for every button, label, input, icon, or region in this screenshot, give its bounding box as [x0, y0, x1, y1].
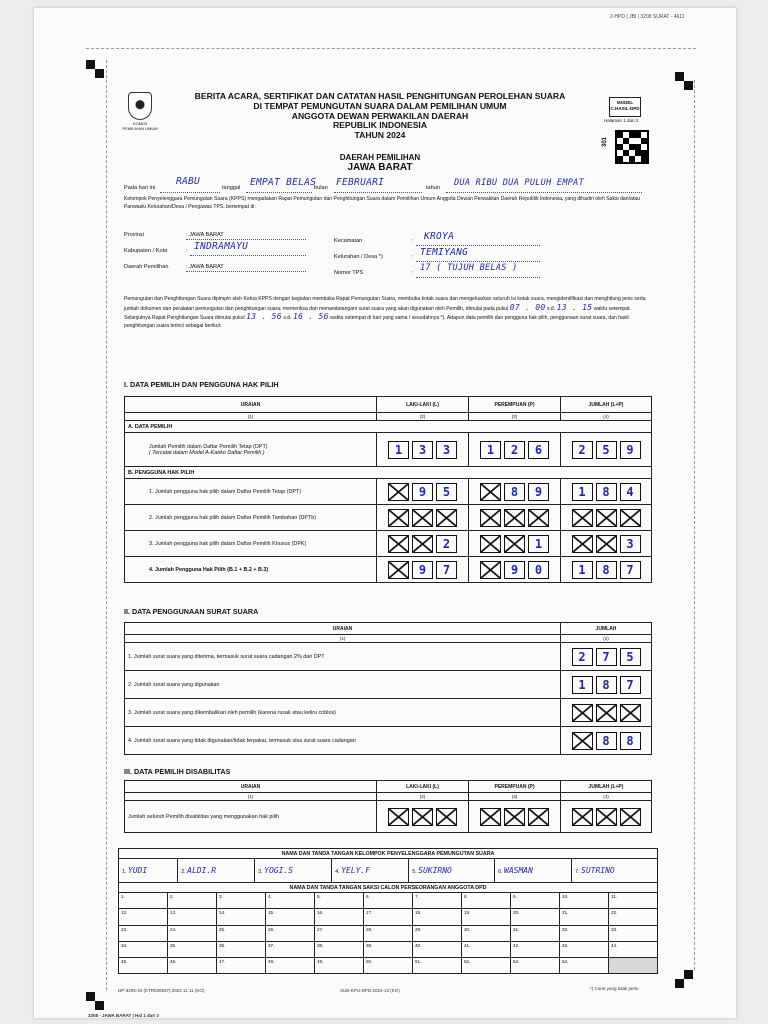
digit-boxes	[472, 808, 557, 826]
digit-box: 2	[572, 441, 593, 459]
corner-marker	[675, 979, 684, 988]
daerah-pemilihan: DAERAH PEMILIHAN JAWA BARAT	[339, 153, 421, 173]
saksi-cell: 44.	[609, 941, 658, 957]
saksi-cell: 54.	[560, 958, 609, 974]
saksi-cell: 2.	[168, 893, 217, 909]
digit-boxes	[380, 561, 465, 579]
digit-box: 2	[504, 441, 525, 459]
saksi-cell: 3.	[217, 893, 266, 909]
label-kecamatan: Kecamatan	[334, 238, 363, 244]
digit-boxes	[472, 483, 557, 501]
saksi-cell: 29.	[413, 925, 462, 941]
saksi-cell: 38.	[315, 941, 364, 957]
crossed-box	[480, 535, 501, 553]
halaman: Halaman 1 dari 2	[604, 118, 639, 123]
document-title: BERITA ACARA, SERTIFIKAT DAN CATATAN HASIL PENGHITUNGAN PEROLEHAN SUARA DI TEMPAT PEMUNGUTAN SUARA DALAM PEMILIHAN UMUM ANGGOTA DEWAN PERWAKILAN DAERAH REPUBLIK INDONESIA TAHUN 2024	[194, 91, 566, 141]
crossed-box	[572, 704, 593, 722]
label-tps: Nomor TPS	[334, 270, 364, 276]
digit-box: 8	[620, 732, 641, 750]
saksi-cell: 14.	[217, 909, 266, 925]
qr-number: 301	[602, 136, 609, 148]
saksi-cell: 31.	[511, 925, 560, 941]
digit-boxes	[472, 509, 557, 527]
digit-box: 1	[572, 483, 593, 501]
digit-box: 8	[596, 732, 617, 750]
digit-box: 1	[388, 441, 409, 459]
digit-box: 6	[528, 441, 549, 459]
digit-box: 8	[504, 483, 525, 501]
table-row: 4. Jumlah Pengguna Hak Pilih (B.1 + B.2 + B.3) 9 7 9 0 1 8 7	[125, 557, 652, 583]
digit-boxes	[472, 535, 557, 553]
digit-box: 5	[596, 441, 617, 459]
digit-boxes	[380, 535, 465, 553]
saksi-cell: 32.	[560, 925, 609, 941]
label-kabupaten: Kabupaten / Kota	[124, 248, 168, 254]
digit-box: 7	[620, 561, 641, 579]
label-tanggal: tanggal	[222, 185, 241, 191]
digit-box: 3	[436, 441, 457, 459]
digit-boxes	[380, 509, 465, 527]
saksi-cell: 23.	[119, 925, 168, 941]
saksi-cell: 25.	[217, 925, 266, 941]
saksi-cell: 20.	[511, 909, 560, 925]
digit-box: 1	[480, 441, 501, 459]
saksi-cell: 27.	[315, 925, 364, 941]
digit-boxes	[564, 704, 648, 722]
corner-marker	[684, 81, 693, 90]
crossed-box	[504, 808, 525, 826]
table-disabilitas: URAIAN LAKI-LAKI (L) PEREMPUAN (P) JUMLAH (L+P) (1) (2) (3) (4) Jumlah seluruh Pemilih disabilitas yang menggunakan hak pilih	[124, 780, 652, 833]
crossed-box	[412, 509, 433, 527]
crossed-box	[504, 535, 525, 553]
table-row: 1. Jumlah pengguna hak pilih dalam Daftar Pemilih Tetap (DPT) 9 5 8 9 1 8 4	[125, 479, 652, 505]
digit-boxes	[380, 808, 465, 826]
saksi-cell: 18.	[413, 909, 462, 925]
kpps-signature: 3. YOGI.S	[255, 859, 332, 883]
crossed-box	[388, 808, 409, 826]
crossed-box	[596, 535, 617, 553]
footer-right: *) Coret yang tidak perlu	[590, 986, 639, 991]
footer-mid: SUB-KPU-DPD-2024-13 (KO)	[340, 988, 400, 993]
digit-box: 1	[528, 535, 549, 553]
saksi-cell: 42.	[511, 941, 560, 957]
saksi-cell: 5.	[315, 893, 364, 909]
crossed-box	[572, 732, 593, 750]
crossed-box	[596, 509, 617, 527]
saksi-cell: 1.	[119, 893, 168, 909]
label-hari: Pada hari ini	[124, 185, 156, 191]
corner-marker	[684, 970, 693, 979]
crossed-box	[412, 535, 433, 553]
crossed-box	[572, 509, 593, 527]
section-2-title: II. DATA PENGGUNAAN SURAT SUARA	[124, 607, 259, 616]
digit-box: 1	[572, 676, 593, 694]
saksi-cell: 22.	[609, 909, 658, 925]
corner-marker	[95, 1001, 104, 1010]
digit-box: 2	[572, 648, 593, 666]
saksi-cell: 53.	[511, 958, 560, 974]
saksi-cell: 46.	[168, 958, 217, 974]
saksi-cell: 52.	[462, 958, 511, 974]
digit-box: 9	[528, 483, 549, 501]
digit-boxes	[564, 561, 648, 579]
crossed-box	[388, 483, 409, 501]
footer-left: DP-3206-34 (KTR030937) 2023 11 11 (KO)	[118, 988, 205, 993]
model-box: MODEL C.HASIL-DPD	[609, 97, 641, 117]
digit-box: 8	[596, 676, 617, 694]
saksi-cell: 49.	[315, 958, 364, 974]
label-daerah: Daerah Pemilihan	[124, 264, 169, 270]
digit-boxes	[564, 808, 648, 826]
saksi-cell: 50.	[364, 958, 413, 974]
crossed-box	[620, 509, 641, 527]
digit-box: 0	[528, 561, 549, 579]
saksi-cell: 35.	[168, 941, 217, 957]
label-provinsi: Provinsi	[124, 232, 144, 238]
saksi-cell: 28.	[364, 925, 413, 941]
saksi-cell: 17.	[364, 909, 413, 925]
digit-box: 7	[436, 561, 457, 579]
saksi-cell: 43.	[560, 941, 609, 957]
table-surat-suara: URAIAN JUMLAH (1) (2) 1. Jumlah surat suara yang diterima, termasuk surat suara cadangan 2% dari DPT 2 7 5 2. Jumlah surat suara yang digunakan 1 8 7 3. Jumlah surat suara yang dikembalikan oleh pemilih (karena rusak atau keliru coblos) 4. Jumlah surat suara yang tidak digunakan/tidak terpakai, termasuk sisa surat suara cadangan 8 8	[124, 622, 652, 755]
saksi-cell: 6.	[364, 893, 413, 909]
field-kabupaten: INDRAMAYU	[194, 241, 249, 252]
digit-box: 9	[412, 561, 433, 579]
digit-boxes	[564, 732, 648, 750]
kpu-logo-icon	[128, 92, 152, 120]
crossed-box	[436, 808, 457, 826]
digit-box: 1	[572, 561, 593, 579]
field-kecamatan: KROYA	[424, 231, 455, 242]
digit-boxes	[380, 483, 465, 501]
saksi-cell: 16.	[315, 909, 364, 925]
kpps-signature: 6. WASMAN	[495, 859, 572, 883]
saksi-cell: 39.	[364, 941, 413, 957]
saksi-cell: 47.	[217, 958, 266, 974]
digit-boxes	[564, 648, 648, 666]
digit-box: 7	[620, 676, 641, 694]
crossed-box	[480, 808, 501, 826]
field-bulan: FEBRUARI	[336, 177, 385, 188]
digit-boxes	[564, 483, 648, 501]
saksi-cell	[609, 958, 658, 974]
field-tanggal: EMPAT BELAS	[250, 177, 317, 188]
kpps-signature: 2. ALDI.R	[178, 859, 255, 883]
digit-box: 9	[620, 441, 641, 459]
digit-box: 5	[436, 483, 457, 501]
qr-code-icon	[615, 130, 649, 164]
corner-marker	[86, 60, 95, 69]
digit-box: 2	[436, 535, 457, 553]
corner-marker	[675, 72, 684, 81]
saksi-cell: 30.	[462, 925, 511, 941]
digit-boxes	[564, 676, 648, 694]
section-3-title: III. DATA PEMILIH DISABILITAS	[124, 767, 231, 776]
saksi-cell: 12.	[119, 909, 168, 925]
field-provinsi: : JAWA BARAT	[186, 232, 224, 238]
paragraph-pemungutan: Pemungutan dan Penghitungan Suara dipimpin oleh Ketua KPPS dengan kegiatan membuka Rapat Pemungutan Suara, membuka kotak suara dan mengeluarkan seluruh isi kotak suara, mengidentifikasi dan menghitung jenis serta jumlah dokumen dan peralatan pemungutan dan penghitungan suara, memeriksa dan menandatangani surat suara yang akan digunakan oleh Pemilih, dimulai pada pukul 07 . 00 s.d. 13 . 15 waktu setempat. Selanjutnya Rapat Penghitungan Suara dimulai pukul 13 . 56 s.d. 16 . 56 waktu setempat di hari yang sama / sesudahnya *). Adapun data pemilih dan pengguna hak pilih, penggunaan surat suara, dan hasil penghitungan suara terinci sebagai berikut:	[124, 296, 646, 329]
table-saksi	[118, 892, 658, 974]
saksi-cell: 7.	[413, 893, 462, 909]
digit-box: 9	[412, 483, 433, 501]
crossed-box	[596, 704, 617, 722]
crossed-box	[620, 704, 641, 722]
saksi-cell: 40.	[413, 941, 462, 957]
corner-marker	[95, 69, 104, 78]
digit-box: 3	[412, 441, 433, 459]
crossed-box	[388, 535, 409, 553]
digit-boxes	[564, 509, 648, 527]
cut-line	[86, 48, 696, 49]
saksi-cell: 37.	[266, 941, 315, 957]
table-row: Jumlah seluruh Pemilih disabilitas yang menggunakan hak pilih	[125, 801, 652, 833]
crossed-box	[412, 808, 433, 826]
crossed-box	[504, 509, 525, 527]
crossed-box	[436, 509, 457, 527]
header-code: 2-HPD | JBI | 3208 SURAT - 4611	[610, 14, 685, 20]
table-data-pemilih: URAIAN LAKI-LAKI (L) PEREMPUAN (P) JUMLAH (L+P) (1) (2) (3) (4) A. DATA PEMILIH Jumlah Pemilih dalam Daftar Pemilih Tetap (DPT) ( Tercatat dalam Model A-Kabko Daftar Pemilih ) 1 3 3 1 2 6 2 5 9 B. PENGGUNA HAK PILIH 1. Jumlah pengguna hak pilih dalam Daftar Pemilih Tetap (DPT) 9 5 8 9 1 8 4 2. Jumlah pengguna hak pilih dalam Daftar Pemilih Tambahan (DPTb) 3. Jumlah pengguna hak pilih dalam Daftar Pemilih Khusus (DPK) 2 1 3 4. Jumlah Pengguna Hak Pilih (B.1 + B.2 + B.3) 9 7 9 0 1 8 7	[124, 396, 652, 583]
saksi-cell: 36.	[217, 941, 266, 957]
crossed-box	[572, 808, 593, 826]
saksi-cell: 45.	[119, 958, 168, 974]
cut-line	[694, 80, 695, 970]
saksi-cell: 21.	[560, 909, 609, 925]
field-daerah: : JAWA BARAT	[186, 264, 224, 270]
table-row: 2. Jumlah surat suara yang digunakan 1 8 7	[125, 671, 652, 699]
field-tps: 17 ( TUJUH BELAS )	[420, 263, 518, 273]
field-hari: RABU	[176, 176, 201, 187]
saksi-cell: 9.	[511, 893, 560, 909]
kpps-signature: 7. SUTRINO	[572, 859, 658, 883]
digit-boxes	[380, 441, 465, 459]
corner-marker	[86, 992, 95, 1001]
saksi-cell: 33.	[609, 925, 658, 941]
kpps-signature: 5. SUKIRNO	[409, 859, 495, 883]
digit-box: 3	[620, 535, 641, 553]
field-tahun: DUA RIBU DUA PULUH EMPAT	[454, 178, 585, 188]
saksi-cell: 24.	[168, 925, 217, 941]
saksi-cell: 10.	[560, 893, 609, 909]
digit-box: 8	[596, 561, 617, 579]
saksi-cell: 48.	[266, 958, 315, 974]
saksi-cell: 4.	[266, 893, 315, 909]
intro-text: Kelompok Penyelenggara Pemungutan Suara (KPPS) mengadakan Rapat Pemungutan dan Penghitungan Suara dalam Pemilihan Umum Anggota Dewan Perwakilan Daerah Republik Indonesia, yang dihadiri oleh Saksi dan/atau Panwaslu Kelurahan/Desa / Pengawas TPS, bertempat di:	[124, 196, 640, 210]
table-row: 1. Jumlah surat suara yang diterima, termasuk surat suara cadangan 2% dari DPT 2 7 5	[125, 643, 652, 671]
label-kelurahan: Kelurahan / Desa *)	[334, 254, 383, 260]
table-row: 3. Jumlah pengguna hak pilih dalam Daftar Pemilih Khusus (DPK) 2 1 3	[125, 531, 652, 557]
digit-boxes	[472, 441, 557, 459]
digit-box: 9	[504, 561, 525, 579]
crossed-box	[388, 509, 409, 527]
saksi-cell: 26.	[266, 925, 315, 941]
crossed-box	[480, 561, 501, 579]
saksi-cell: 15.	[266, 909, 315, 925]
kpps-signature: 4. YELY.F	[332, 859, 409, 883]
crossed-box	[388, 561, 409, 579]
crossed-box	[620, 808, 641, 826]
crossed-box	[572, 535, 593, 553]
saksi-cell: 34.	[119, 941, 168, 957]
crossed-box	[480, 483, 501, 501]
saksi-cell: 13.	[168, 909, 217, 925]
crossed-box	[528, 808, 549, 826]
field-kelurahan: TEMIYANG	[420, 247, 469, 258]
logo-text: KOMISI PEMILIHAN UMUM	[122, 121, 158, 131]
digit-boxes	[472, 561, 557, 579]
section-1-title: I. DATA PEMILIH DAN PENGGUNA HAK PILIH	[124, 380, 279, 389]
crossed-box	[596, 808, 617, 826]
saksi-cell: 8.	[462, 893, 511, 909]
digit-box: 7	[596, 648, 617, 666]
saksi-cell: 51.	[413, 958, 462, 974]
table-row: 3. Jumlah surat suara yang dikembalikan oleh pemilih (karena rusak atau keliru coblos)	[125, 699, 652, 727]
cut-line	[106, 60, 107, 990]
crossed-box	[528, 509, 549, 527]
table-kpps: NAMA DAN TANDA TANGAN KELOMPOK PENYELENGGARA PEMUNGUTAN SUARA 1. YUDI 2. ALDI.R 3. YOGI.S 4. YELY.F 5. SUKIRNO 6. WASMAN 7. SUTRINO NAMA DAN TANDA TANGAN SAKSI CALON PERSEORANGAN ANGGOTA DPD	[118, 848, 658, 893]
label-bulan: bulan	[314, 185, 328, 191]
digit-boxes	[564, 441, 648, 459]
digit-boxes	[564, 535, 648, 553]
table-row: 4. Jumlah surat suara yang tidak digunakan/tidak terpakai, termasuk sisa surat suara cadangan 8 8	[125, 727, 652, 755]
table-row: 2. Jumlah pengguna hak pilih dalam Daftar Pemilih Tambahan (DPTb)	[125, 505, 652, 531]
saksi-cell: 11.	[609, 893, 658, 909]
saksi-cell: 19.	[462, 909, 511, 925]
crossed-box	[480, 509, 501, 527]
saksi-cell: 41.	[462, 941, 511, 957]
kpps-signature: 1. YUDI	[119, 859, 178, 883]
label-tahun: tahun	[426, 185, 440, 191]
digit-box: 4	[620, 483, 641, 501]
footer-bottom: 3208 - JAWA BARAT | Hal 1 dari 2	[88, 1013, 160, 1018]
digit-box: 5	[620, 648, 641, 666]
digit-box: 8	[596, 483, 617, 501]
